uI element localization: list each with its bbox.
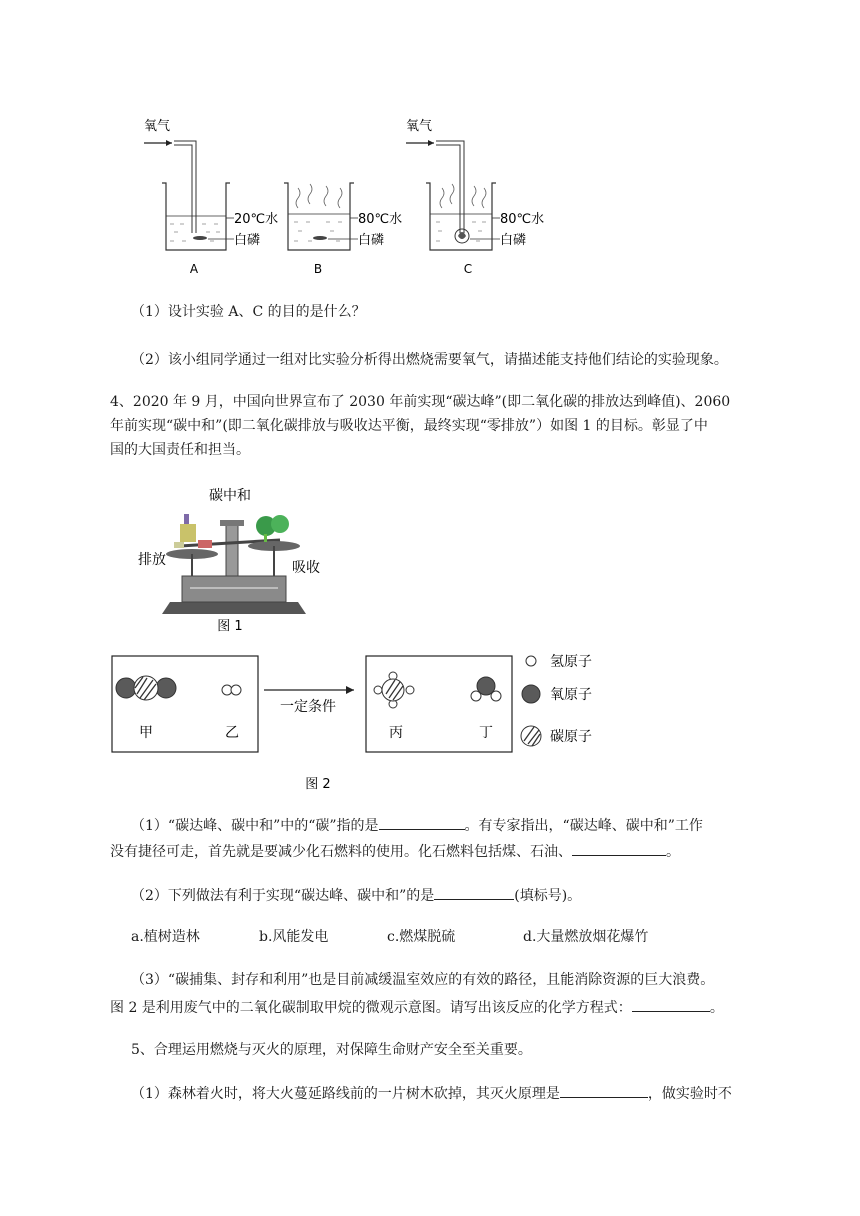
option-c[interactable]: c.燃煤脱硫 <box>387 929 456 945</box>
q4-options <box>131 925 648 949</box>
answer-blank-2[interactable] <box>572 841 666 856</box>
option-b[interactable]: b.风能发电 <box>259 929 329 945</box>
beaker-a <box>144 119 278 276</box>
q4-sub3-line2: 图 2 是利用废气中的二氧化碳制取甲烷的微观示意图。请写出该反应的化学方程式： 。 <box>110 994 830 1022</box>
q4-intro-line3: 国的大国责任和担当。 <box>110 442 250 458</box>
figure-1-balance <box>130 484 330 634</box>
legend <box>521 654 592 746</box>
phosphorus-label-a: 白磷 <box>234 233 261 248</box>
fig1-left-label: 排放 <box>138 552 166 568</box>
molecule-ding <box>471 677 501 701</box>
q3-sub2: （2）该小组同学通过一组对比实验分析得出燃烧需要氧气，请描述能支持他们结论的实验现象。 <box>131 352 728 368</box>
label-ding: 丁 <box>479 725 493 741</box>
option-d[interactable]: d.大量燃放烟花爆竹 <box>523 929 649 945</box>
q4-intro-line2: 年前实现“碳中和”(即二氧化碳排放与吸收达平衡，最终实现“零排放”）如图 1 的目标。彰显了中 <box>110 418 708 434</box>
oxygen-label-c: 氧气 <box>406 119 433 134</box>
label-yi: 乙 <box>225 725 239 741</box>
water-80-label-b: 80℃水 <box>358 212 403 227</box>
beaker-c <box>406 119 544 276</box>
molecule-yi <box>222 685 241 695</box>
fig1-right-label: 吸收 <box>292 560 320 576</box>
legend-hydrogen: 氢原子 <box>550 654 592 670</box>
q4-sub1-line1: （1）“碳达峰、碳中和”中的“碳”指的是 。有专家指出，“碳达峰、碳中和”工作 <box>131 812 831 840</box>
q4-sub1-line2: 没有捷径可走，首先就是要减少化石燃料的使用。化石燃料包括煤、石油、 。 <box>110 838 830 866</box>
water-20-label: 20℃水 <box>234 212 279 227</box>
molecule-bing <box>374 672 414 708</box>
fig1-top-label: 碳中和 <box>209 488 251 504</box>
figure-2-reaction <box>110 650 630 795</box>
option-a[interactable]: a.植树造林 <box>131 929 200 945</box>
water-80-label-c: 80℃水 <box>500 212 545 227</box>
oxygen-label-a: 氧气 <box>144 119 171 134</box>
phosphorus-label-c: 白磷 <box>500 233 527 248</box>
phosphorus-label-b: 白磷 <box>358 233 385 248</box>
answer-blank-3[interactable] <box>434 885 514 900</box>
q4-intro-line1: 4、2020 年 9 月，中国向世界宣布了 2030 年前实现“碳达峰”(即二氧化碳的排放达到峰值)、2060 <box>110 394 731 410</box>
q5-sub1: （1）森林着火时，将大火蔓延路线前的一片树木砍掉，其灭火原理是 ，做实验时不 <box>131 1080 831 1108</box>
molecule-jia <box>116 676 176 700</box>
label-bing: 丙 <box>389 725 403 741</box>
answer-blank-1[interactable] <box>379 815 465 830</box>
fig1-caption: 图 1 <box>217 619 243 634</box>
q4-sub2: （2）下列做法有利于实现“碳达峰、碳中和”的是 (填标号)。 <box>131 882 831 910</box>
arrow-condition-label: 一定条件 <box>280 699 336 715</box>
q4-sub3-line1: （3）“碳捕集、封存和利用”也是目前减缓温室效应的有效的路径，且能消除资源的巨大浪费。 <box>131 972 715 988</box>
answer-blank-4[interactable] <box>632 997 710 1012</box>
beaker-b <box>284 183 402 276</box>
q5-intro: 5、合理运用燃烧与灭火的原理，对保障生命财产安全至关重要。 <box>131 1042 532 1058</box>
beaker-label-a: A <box>189 262 199 276</box>
beaker-label-b: B <box>313 262 323 276</box>
fig2-caption: 图 2 <box>305 777 331 792</box>
q3-sub1: （1）设计实验 A、C 的目的是什么？ <box>131 304 366 320</box>
beaker-label-c: C <box>463 262 473 276</box>
label-jia: 甲 <box>139 725 153 741</box>
legend-carbon: 碳原子 <box>550 729 592 745</box>
legend-oxygen: 氧原子 <box>550 687 592 703</box>
answer-blank-5[interactable] <box>560 1083 648 1098</box>
beaker-experiment-figure <box>130 108 550 283</box>
